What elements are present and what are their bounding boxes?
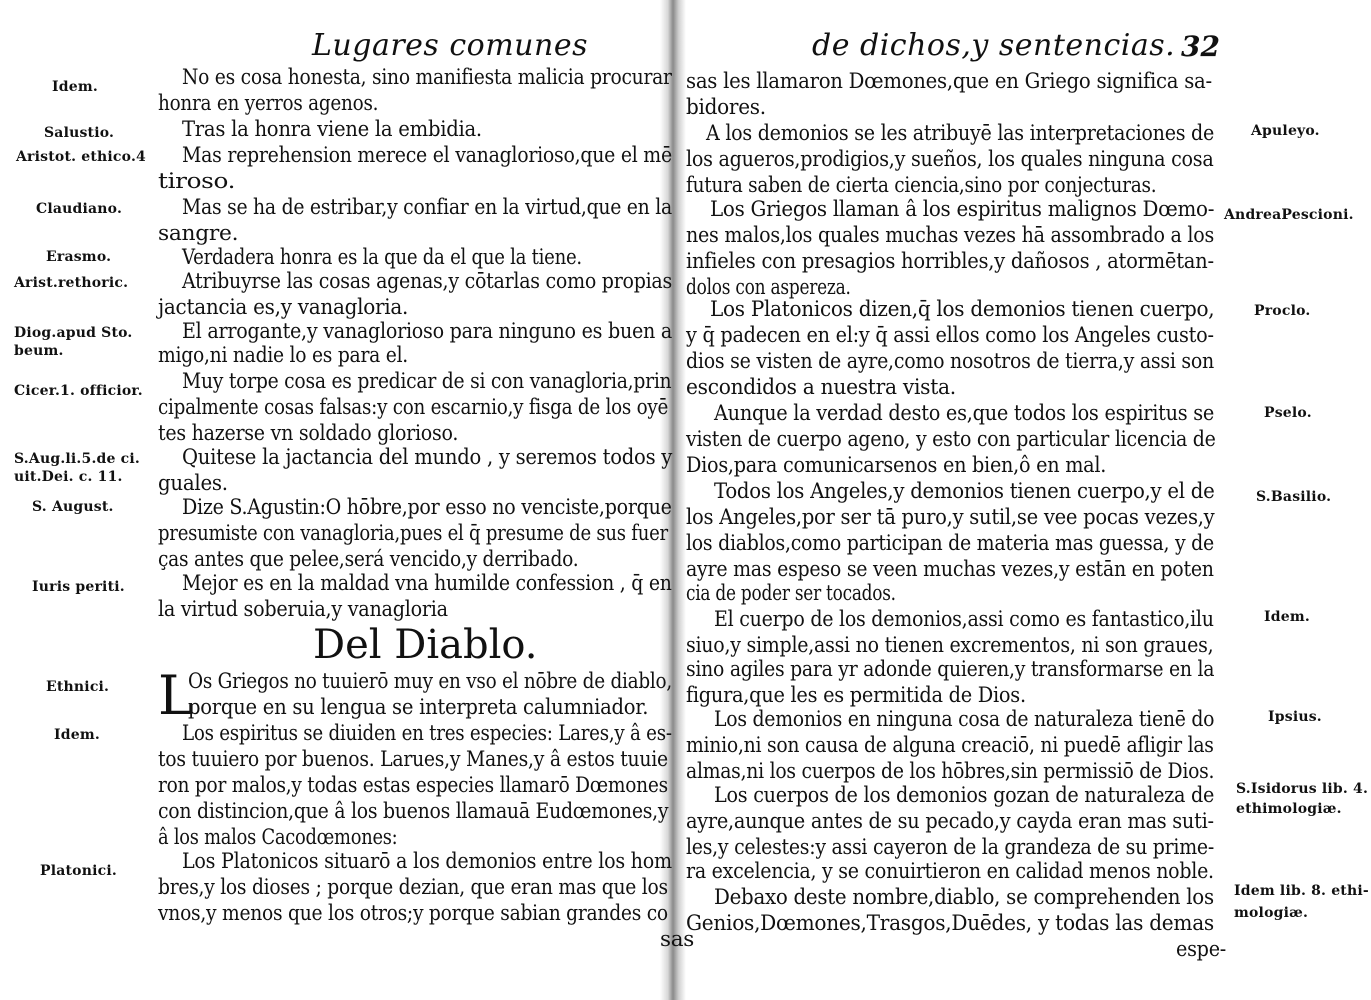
text-line: les,y celestes:y assi cayeron de la grandeza de su prime- bbox=[686, 835, 1214, 860]
right-margin-notes bbox=[686, 0, 1371, 1000]
text-line: sas les llamaron Dœmones,que en Griego significa sa- bbox=[686, 69, 1212, 94]
text-line: ayre,aunque antes de su pecado,y cayda eran mas suti- bbox=[686, 809, 1214, 834]
text-line: vnos,y menos que los otros;y porque sabian grandes co bbox=[158, 901, 668, 926]
text-line: ron por malos,y todas estas especies llamarō Dœmones bbox=[158, 773, 668, 798]
text-line: guales. bbox=[158, 471, 228, 496]
text-line: Aunque la verdad desto es,que todos los espiritus se bbox=[714, 401, 1215, 426]
text-line: presumiste con vanagloria,pues el q̄ presume de sus fuer bbox=[158, 521, 668, 546]
margin-note: Salustio. bbox=[44, 125, 115, 141]
margin-note: Diog.apud Sto. bbox=[14, 325, 133, 341]
text-line: tes hazerse vn soldado glorioso. bbox=[158, 421, 459, 446]
text-line: Los Platonicos dizen,q̄ los demonios tienen cuerpo, bbox=[710, 297, 1215, 322]
text-line: Genios,Dœmones,Trasgos,Duēdes, y todas las demas bbox=[686, 911, 1214, 936]
text-line: Debaxo deste nombre,diablo, se comprehenden los bbox=[714, 885, 1214, 910]
text-line: los diablos,como participan de materia mas guessa, y de bbox=[686, 531, 1214, 556]
text-line: cia de poder ser tocados. bbox=[686, 581, 896, 606]
text-line: dolos con aspereza. bbox=[686, 275, 851, 300]
text-line: los Angeles,por ser tā puro,y sutil,se vee pocas vezes,y bbox=[686, 505, 1215, 530]
text-line: nes malos,los quales muchas vezes hā assombrado a los bbox=[686, 223, 1214, 248]
text-line: El arrogante,y vanaglorioso para ninguno es buen a bbox=[182, 319, 673, 344]
text-line: Tras la honra viene la embidia. bbox=[182, 117, 482, 142]
text-line: futura saben de cierta ciencia,sino por conjecturas. bbox=[686, 173, 1157, 198]
text-line: Los Platonicos situarō a los demonios entre los hom bbox=[182, 849, 672, 874]
text-line: ra excelencia, y se conuirtieron en calidad menos noble. bbox=[686, 859, 1214, 884]
text-line: la virtud soberuia,y vanagloria bbox=[158, 597, 448, 622]
text-line: figura,que les es permitida de Dios. bbox=[686, 683, 1026, 708]
text-line: visten de cuerpo ageno, y esto con particular licencia de bbox=[686, 427, 1216, 452]
text-line: minio,ni son causa de alguna creaciō, ni puedē afligir las bbox=[686, 733, 1214, 758]
text-line: ças antes que pelee,será vencido,y derribado. bbox=[158, 547, 579, 572]
text-line: ayre mas espeso se veen muchas vezes,y estān en poten bbox=[686, 557, 1214, 582]
margin-note: ethimologiæ. bbox=[1236, 801, 1342, 817]
margin-note: Aristot. ethico.4 bbox=[16, 149, 146, 165]
margin-note: Apuleyo. bbox=[1251, 123, 1320, 139]
text-line: espe- bbox=[1176, 937, 1227, 962]
margin-note: Idem. bbox=[1264, 609, 1310, 625]
text-line: Mejor es en la maldad vna humilde confession , q̄ en bbox=[182, 571, 672, 596]
text-line: Verdadera honra es la que da el que la tiene. bbox=[182, 245, 582, 270]
text-line: bres,y los dioses ; porque dezian, que eran mas que los bbox=[158, 875, 668, 900]
text-line: A los demonios se les atribuyē las interpretaciones de bbox=[706, 121, 1215, 146]
drop-cap: L bbox=[158, 664, 194, 727]
margin-note: Ipsius. bbox=[1268, 709, 1322, 725]
text-line: Los demonios en ninguna cosa de naturaleza tienē do bbox=[714, 707, 1215, 732]
text-line: Los cuerpos de los demonios gozan de naturaleza de bbox=[714, 783, 1215, 808]
text-line: los agueros,prodigios,y sueños, los quales ninguna cosa bbox=[686, 147, 1214, 172]
text-line: Todos los Angeles,y demonios tienen cuerpo,y el de bbox=[714, 479, 1215, 504]
text-line: El cuerpo de los demonios,assi como es fantastico,ilu bbox=[714, 607, 1214, 632]
text-line: siuo,y simple,assi no tienen excrementos, ni son graues, bbox=[686, 633, 1214, 658]
text-line: almas,ni los cuerpos de los hōbres,sin permissiō de Dios. bbox=[686, 759, 1215, 784]
margin-note: Erasmo. bbox=[46, 249, 112, 265]
margin-note: Arist.rethoric. bbox=[14, 275, 129, 291]
margin-note: S.Isidorus lib. 4. bbox=[1236, 781, 1369, 797]
margin-note: Idem lib. 8. ethi- bbox=[1234, 883, 1369, 899]
margin-note: Platonici. bbox=[40, 863, 117, 879]
text-line: porque en su lengua se interpreta calumniador. bbox=[188, 695, 649, 720]
text-line: con distincion,que â los buenos llamauā Eudœmones,y bbox=[158, 799, 669, 824]
text-line: Dize S.Agustin:O hōbre,por esso no venciste,porque bbox=[182, 495, 672, 520]
section-heading: Del Diablo. bbox=[313, 622, 538, 668]
text-line: Mas reprehension merece el vanaglorioso,que el mē bbox=[182, 143, 672, 168]
text-line: tiroso. bbox=[158, 169, 236, 194]
margin-note: Idem. bbox=[54, 727, 100, 743]
text-line: No es cosa honesta, sino manifiesta malicia procurar bbox=[182, 65, 672, 90]
margin-note: uit.Dei. c. 11. bbox=[14, 469, 123, 485]
text-line: sas bbox=[660, 927, 694, 952]
text-line: Los Griegos llaman â los espiritus malignos Dœmo- bbox=[710, 197, 1215, 222]
text-line: Quitese la jactancia del mundo , y seremos todos y bbox=[182, 445, 673, 470]
text-line: jactancia es,y vanagloria. bbox=[158, 295, 409, 320]
right-page bbox=[686, 0, 1371, 1000]
margin-note: Proclo. bbox=[1254, 303, 1311, 319]
text-line: cipalmente cosas falsas:y con escarnio,y fisga de los oyē bbox=[158, 395, 669, 420]
margin-note: Iuris periti. bbox=[32, 579, 125, 595]
text-line: dios se visten de ayre,como nosotros de tierra,y assi son bbox=[686, 349, 1215, 374]
text-line: sino agiles para yr adonde quieren,y transformarse en la bbox=[686, 657, 1215, 682]
text-line: sangre. bbox=[158, 221, 239, 246]
running-head-left: Lugares comunes bbox=[312, 28, 588, 63]
text-line: tos tuuiero por buenos. Larues,y Manes,y â estos tuuie bbox=[158, 747, 668, 772]
margin-note: Ethnici. bbox=[46, 679, 110, 695]
text-line: Mas se ha de estribar,y confiar en la virtud,que en la bbox=[182, 195, 672, 220]
margin-note: S. August. bbox=[32, 499, 114, 515]
text-line: infieles con presagios horribles,y dañosos , atormētan- bbox=[686, 249, 1214, 274]
text-line: Los espiritus se diuiden en tres especies: Lares,y â es- bbox=[182, 721, 672, 746]
text-line: migo,ni nadie lo es para el. bbox=[158, 343, 408, 368]
page-number: 32 bbox=[1181, 30, 1220, 63]
text-line: Atribuyrse las cosas agenas,y cōtarlas como propias bbox=[182, 269, 672, 294]
text-line: Dios,para comunicarsenos en bien,ô en mal. bbox=[686, 453, 1107, 478]
text-line: honra en yerros agenos. bbox=[158, 91, 379, 116]
text-line: Os Griegos no tuuierō muy en vso el nōbre de diablo, bbox=[188, 669, 672, 694]
margin-note: S.Aug.li.5.de ci. bbox=[14, 451, 141, 467]
running-head-right: de dichos,y sentencias. bbox=[812, 28, 1176, 63]
margin-note: AndreaPescioni. bbox=[1224, 207, 1354, 223]
margin-note: S.Basilio. bbox=[1256, 489, 1332, 505]
left-margin-notes bbox=[0, 0, 672, 1000]
text-line: â los malos Cacodœmones: bbox=[158, 825, 398, 850]
text-line: escondidos a nuestra vista. bbox=[686, 375, 956, 400]
margin-note: Pselo. bbox=[1264, 405, 1312, 421]
margin-note: Idem. bbox=[52, 79, 98, 95]
text-line: bidores. bbox=[686, 95, 766, 120]
margin-note: Claudiano. bbox=[36, 201, 123, 217]
margin-note: Cicer.1. officior. bbox=[14, 383, 143, 399]
margin-note: mologiæ. bbox=[1234, 905, 1309, 921]
text-line: y q̄ padecen en el:y q̄ assi ellos como los Angeles custo- bbox=[686, 323, 1214, 348]
text-line: Muy torpe cosa es predicar de si con vanagloria,prin bbox=[182, 369, 672, 394]
margin-note: beum. bbox=[14, 343, 64, 359]
